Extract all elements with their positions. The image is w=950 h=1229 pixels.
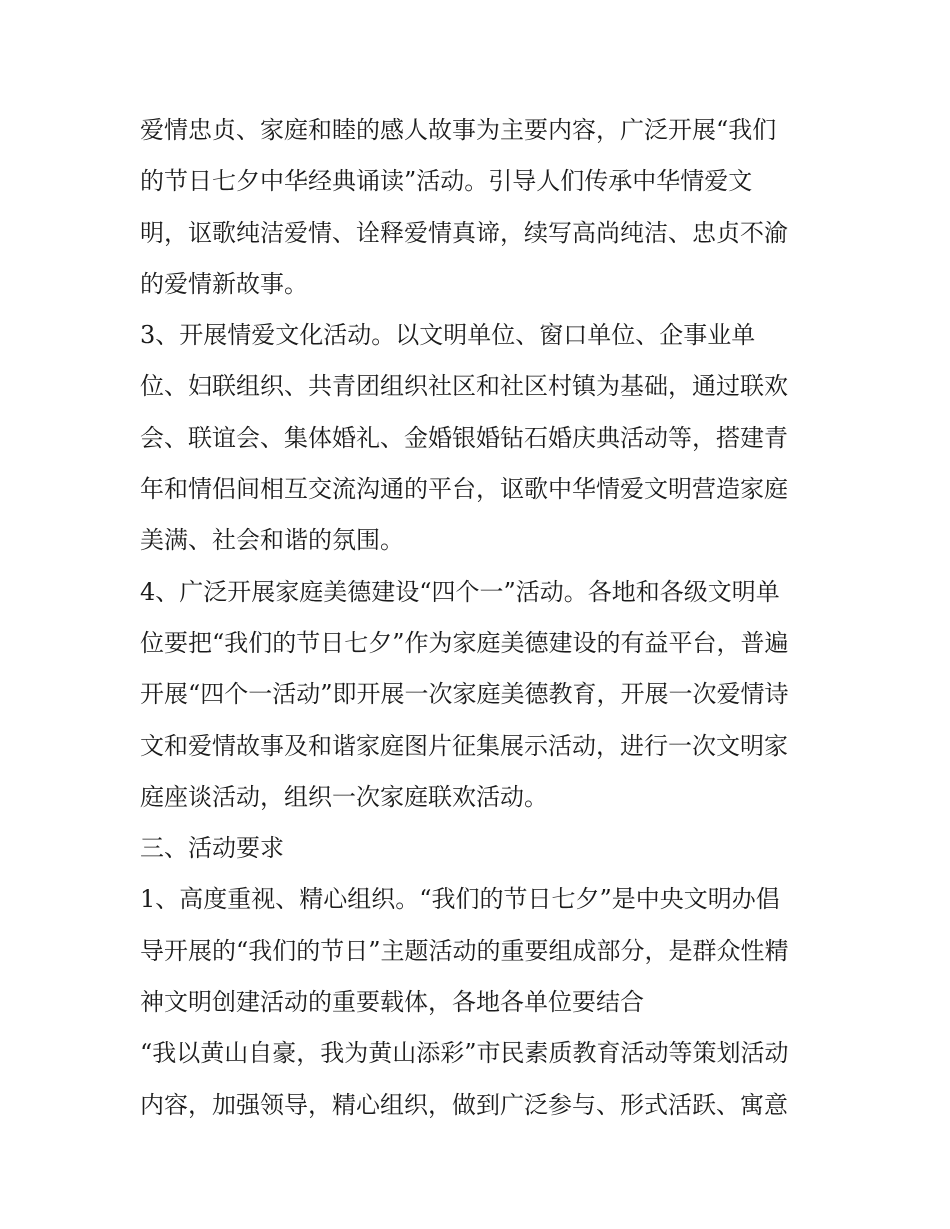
- text-line: 的节日七夕中华经典诵读”活动。引导人们传承中华情爱文: [140, 167, 753, 196]
- text-line: 导开展的“我们的节日”主题活动的重要组成部分，是群众性精: [140, 936, 789, 965]
- document-body: [140, 105, 830, 1131]
- list-item-heading: 1、高度重视、精心组织。“我们的节日七夕”是中央文明办倡: [140, 885, 780, 914]
- text-line: 神文明创建活动的重要载体，各地各单位要结合: [140, 988, 644, 1017]
- text-line: 美满、社会和谐的氛围。: [140, 526, 404, 555]
- text-line: 爱情忠贞、家庭和睦的感人故事为主要内容，广泛开展“我们: [140, 116, 777, 144]
- text-line: 庭座谈活动，组织一次家庭联欢活动。: [140, 782, 548, 811]
- text-line: 开展“四个一活动”即开展一次家庭美德教育，开展一次爱情诗: [140, 680, 789, 709]
- text-line: “我以黄山自豪，我为黄山添彩”市民素质教育活动等策划活动: [140, 1039, 789, 1068]
- text-line: 的爱情新故事。: [140, 269, 308, 298]
- text-line: 年和情侣间相互交流沟通的平台，讴歌中华情爱文明营造家庭: [140, 475, 788, 504]
- text-line: 明，讴歌纯洁爱情、诠释爱情真谛，续写高尚纯洁、忠贞不渝: [140, 218, 788, 247]
- list-item-heading: 3、开展情爱文化活动。以文明单位、窗口单位、企事业单: [140, 321, 756, 350]
- text-line: 文和爱情故事及和谐家庭图片征集展示活动，进行一次文明家: [140, 731, 788, 760]
- text-line: 会、联谊会、集体婚礼、金婚银婚钻石婚庆典活动等，搭建青: [140, 423, 788, 452]
- section-heading: 三、活动要求: [140, 834, 284, 863]
- list-item-heading: 4、广泛开展家庭美德建设“四个一”活动。各地和各级文明单: [140, 577, 780, 606]
- text-line: 位、妇联组织、共青团组织社区和社区村镇为基础，通过联欢: [140, 372, 788, 401]
- text-line: 内容，加强领导，精心组织，做到广泛参与、形式活跃、寓意: [140, 1090, 788, 1119]
- text-line: 位要把“我们的节日七夕”作为家庭美德建设的有益平台，普遍: [140, 628, 789, 657]
